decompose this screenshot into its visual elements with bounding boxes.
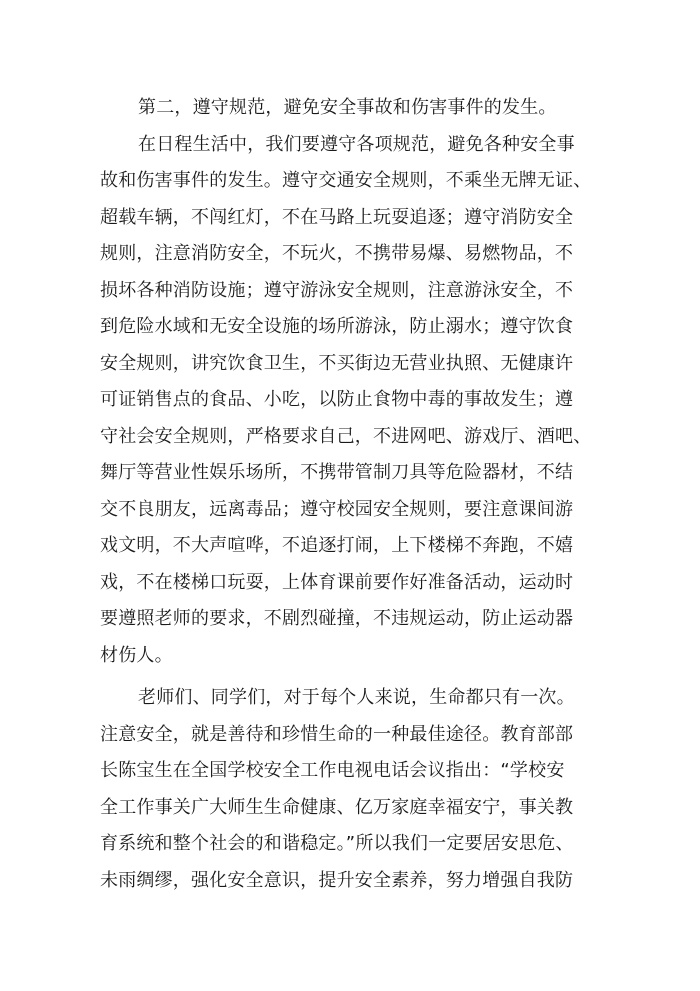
text-line: 全工作事关广大师生生命健康、亿万家庭幸福安宁，事关教 bbox=[100, 796, 574, 818]
text-line: 要遵照老师的要求，不剧烈碰撞，不违规运动，防止运动器 bbox=[100, 608, 574, 629]
text-line: 可证销售点的食品、小吃，以防止食物中毒的事故发生；遵 bbox=[100, 389, 574, 410]
text-line: 到危险水域和无安全设施的场所游泳，防止溺水；遵守饮食 bbox=[100, 316, 574, 337]
paragraph-heading-line: 第二，遵守规范，避免安全事故和伤害事件的发生。 bbox=[138, 97, 557, 118]
text-line: 超载车辆，不闯红灯，不在马路上玩耍追逐；遵守消防安全 bbox=[100, 206, 574, 228]
text-line: 长陈宝生在全国学校安全工作电视电话会议指出：“学校安 bbox=[100, 760, 565, 781]
text-line: 老师们、同学们，对于每个人来说，生命都只有一次。 bbox=[138, 687, 575, 708]
text-line: 故和伤害事件的发生。遵守交通安全规则，不乘坐无牌无证、 bbox=[100, 170, 592, 191]
text-line: 守社会安全规则，严格要求自己，不进网吧、游戏厅、酒吧、 bbox=[100, 425, 592, 447]
text-line: 在日程生活中，我们要遵守各项规范，避免各种安全事 bbox=[138, 133, 575, 155]
text-line: 规则，注意消防安全，不玩火，不携带易爆、易燃物品，不 bbox=[100, 243, 574, 264]
document-body bbox=[100, 90, 592, 899]
text-line: 安全规则，讲究饮食卫生，不买街边无营业执照、无健康许 bbox=[100, 352, 574, 374]
text-line: 舞厅等营业性娱乐场所，不携带管制刀具等危险器材，不结 bbox=[100, 462, 574, 483]
text-line: 注意安全，就是善待和珍惜生命的一种最佳途径。教育部部 bbox=[100, 723, 574, 745]
text-line: 戏文明，不大声喧哗，不追逐打闹，上下楼梯不奔跑，不嬉 bbox=[100, 535, 574, 556]
text-line: 交不良朋友，远离毒品；遵守校园安全规则，要注意课间游 bbox=[100, 498, 574, 520]
text-line: 损坏各种消防设施；遵守游泳安全规则，注意游泳安全，不 bbox=[100, 279, 574, 301]
text-line: 育系统和整个社会的和谐稳定。”所以我们一定要居安思危、 bbox=[100, 833, 574, 854]
text-line: 戏，不在楼梯口玩耍，上体育课前要作好准备活动，运动时 bbox=[100, 571, 574, 593]
text-line: 未雨绸缪，强化安全意识，提升安全素养，努力增强自我防 bbox=[100, 869, 574, 891]
text-line: 材伤人。 bbox=[100, 644, 173, 666]
